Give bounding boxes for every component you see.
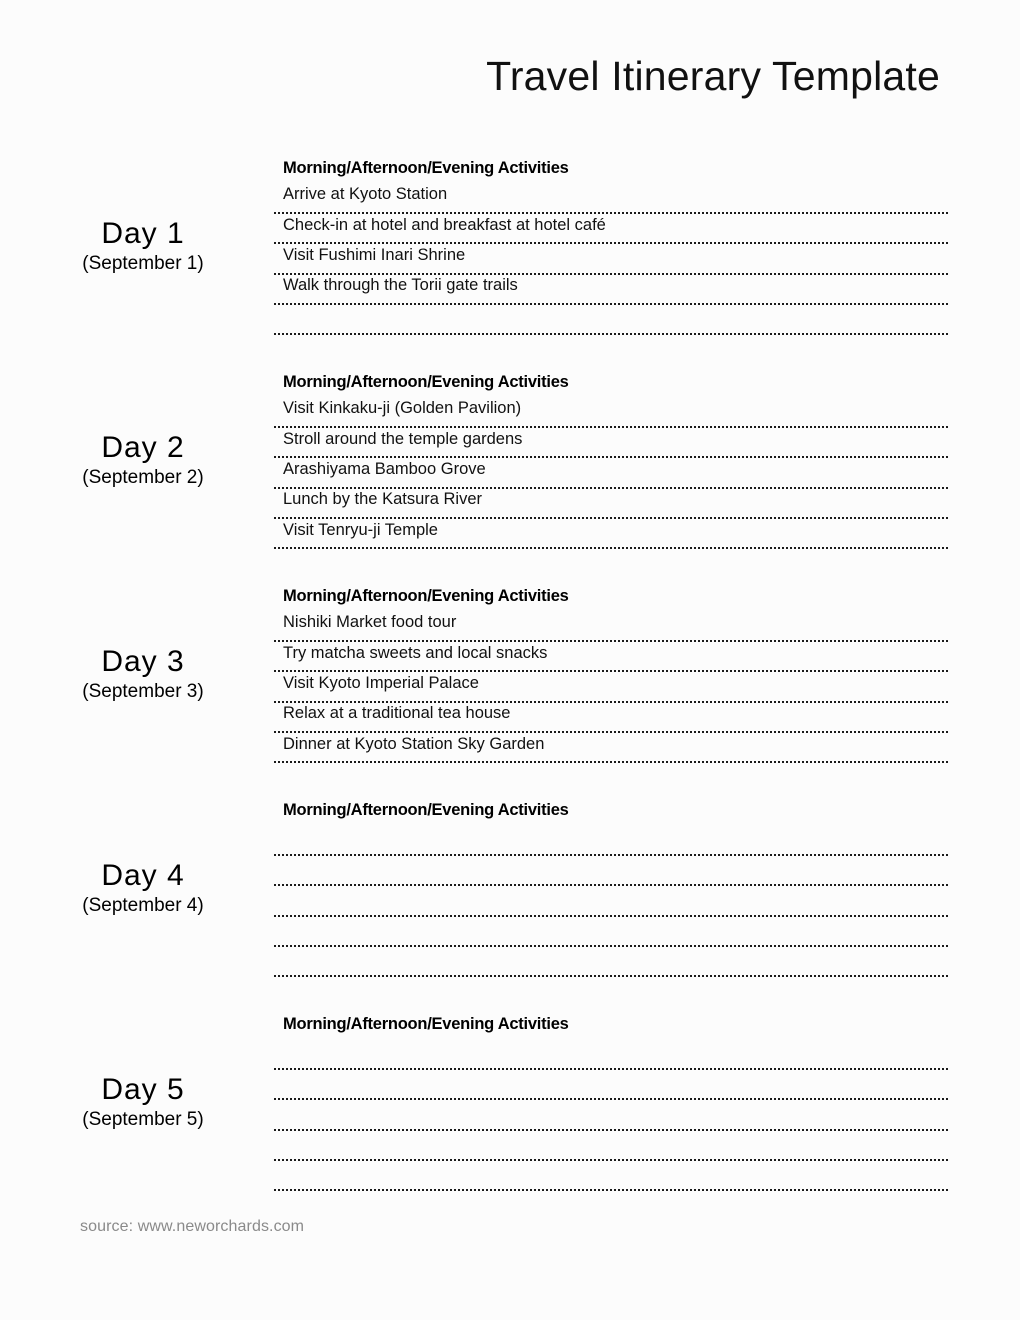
page-title-row [0, 54, 940, 99]
activity-row[interactable] [274, 183, 948, 213]
day-label [0, 1073, 274, 1132]
activity-text: Nishiki Market food tour [283, 613, 457, 632]
footer [80, 1218, 304, 1236]
activity-row[interactable] [274, 489, 948, 519]
activity-row-blank[interactable] [274, 886, 948, 916]
activity-text: Arashiyama Bamboo Grove [283, 459, 486, 478]
day-block [0, 782, 1020, 996]
day-name: Day 4 [101, 859, 185, 893]
activities-column-header: Morning/Afternoon/Evening Activities [283, 586, 569, 605]
day-block [0, 996, 1020, 1210]
day-date: (September 3) [82, 680, 204, 702]
activity-text: Visit Fushimi Inari Shrine [283, 245, 466, 264]
activity-row[interactable] [274, 428, 948, 458]
activity-row[interactable] [274, 733, 948, 763]
activity-row-blank[interactable] [274, 1070, 948, 1100]
activity-row-blank[interactable] [274, 947, 948, 977]
activity-row-blank[interactable] [274, 1131, 948, 1161]
page-title: Travel Itinerary Template [486, 53, 940, 99]
activity-row-blank[interactable] [274, 917, 948, 947]
activity-row[interactable] [274, 214, 948, 244]
activity-text: Walk through the Torii gate trails [283, 276, 518, 295]
activity-row[interactable] [274, 642, 948, 672]
source-attribution: source: www.neworchards.com [80, 1218, 305, 1235]
activities-column-header: Morning/Afternoon/Evening Activities [283, 372, 569, 391]
day-block [0, 140, 1020, 354]
activity-text: Try matcha sweets and local snacks [283, 643, 548, 662]
activity-row-blank[interactable] [274, 825, 948, 855]
day-label [0, 217, 274, 276]
day-activities-table [274, 159, 1020, 336]
activity-row[interactable] [274, 275, 948, 305]
activity-text: Lunch by the Katsura River [283, 490, 483, 509]
day-label [0, 431, 274, 490]
activity-row[interactable] [274, 672, 948, 702]
activities-column-header: Morning/Afternoon/Evening Activities [283, 1014, 569, 1033]
activity-text: Visit Tenryu-ji Temple [283, 520, 438, 539]
day-date: (September 5) [82, 1108, 204, 1130]
activity-text: Dinner at Kyoto Station Sky Garden [283, 734, 545, 753]
activity-text: Check-in at hotel and breakfast at hotel café [283, 215, 606, 234]
day-block [0, 568, 1020, 782]
activity-row-blank[interactable] [274, 305, 948, 335]
activity-row[interactable] [274, 703, 948, 733]
day-name: Day 2 [101, 431, 185, 465]
day-activities-table [274, 1015, 1020, 1192]
day-name: Day 1 [101, 217, 185, 251]
day-date: (September 4) [82, 894, 204, 916]
activity-row[interactable] [274, 244, 948, 274]
activity-row-blank[interactable] [274, 1039, 948, 1069]
day-name: Day 5 [101, 1073, 185, 1107]
day-date: (September 1) [82, 252, 204, 274]
activity-row-blank[interactable] [274, 1161, 948, 1191]
activity-row[interactable] [274, 458, 948, 488]
activity-row[interactable] [274, 611, 948, 641]
activity-row-blank[interactable] [274, 856, 948, 886]
day-label [0, 645, 274, 704]
itinerary-sections [0, 140, 1020, 1210]
day-activities-table [274, 373, 1020, 550]
activity-row-blank[interactable] [274, 1100, 948, 1130]
day-activities-table [274, 801, 1020, 978]
day-block [0, 354, 1020, 568]
day-name: Day 3 [101, 645, 185, 679]
activity-text: Visit Kyoto Imperial Palace [283, 673, 479, 692]
activities-column-header: Morning/Afternoon/Evening Activities [283, 158, 569, 177]
day-date: (September 2) [82, 466, 204, 488]
activity-text: Visit Kinkaku-ji (Golden Pavilion) [283, 399, 522, 418]
activity-text: Stroll around the temple gardens [283, 429, 523, 448]
day-label [0, 859, 274, 918]
activity-text: Relax at a traditional tea house [283, 704, 511, 723]
activity-row[interactable] [274, 519, 948, 549]
activity-text: Arrive at Kyoto Station [283, 185, 448, 204]
activity-row[interactable] [274, 397, 948, 427]
activities-column-header: Morning/Afternoon/Evening Activities [283, 800, 569, 819]
day-activities-table [274, 587, 1020, 764]
